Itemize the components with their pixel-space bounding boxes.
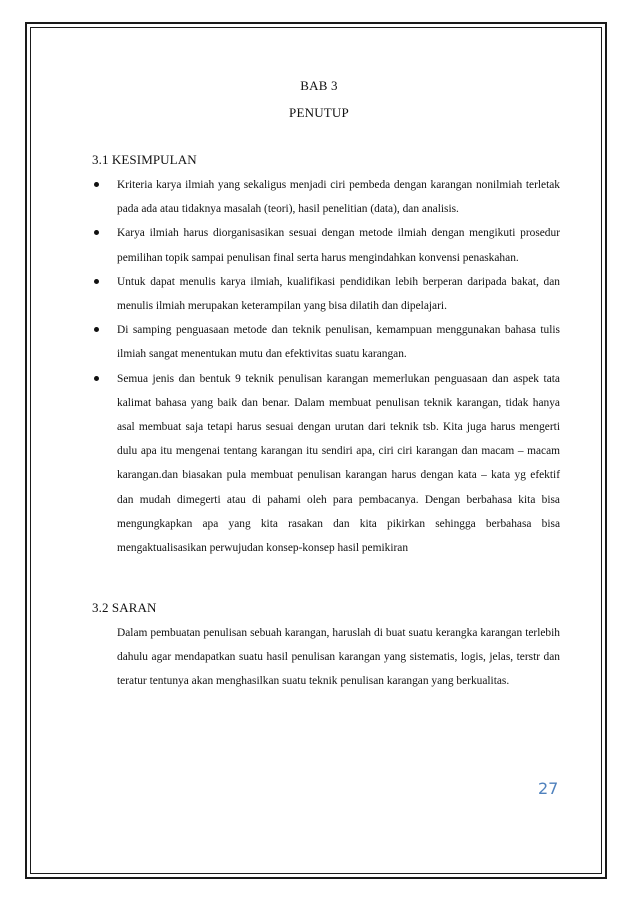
list-item-text: Karya ilmiah harus diorganisasikan sesuai dengan metode ilmiah dengan mengikuti prosedur pemilihan topik sampai penulisan final serta harus mengindahkan konvensi penaskahan. <box>117 227 560 264</box>
section-heading-saran: 3.2 SARAN <box>92 600 157 615</box>
list-item-text: Kriteria karya ilmiah yang sekaligus menjadi ciri pembeda dengan karangan nonilmiah terletak pada ada atau tidaknya masalah (teori), hasil penelitian (data), dan analisis. <box>117 179 560 216</box>
list-item <box>92 221 560 269</box>
list-item-text: Di samping penguasaan metode dan teknik penulisan, kemampuan menggunakan bahasa tulis ilmiah sangat menentukan mutu dan efektivitas suatu karangan. <box>117 324 560 361</box>
bullet-icon <box>94 182 99 187</box>
section-heading-kesimpulan: 3.1 KESIMPULAN <box>92 152 197 167</box>
page-number: 27 <box>538 779 559 798</box>
list-item-text: Semua jenis dan bentuk 9 teknik penulisan karangan memerlukan penguasaan dan aspek tata kalimat bahasa yang baik dan benar. Dalam membuat penulisan teknik karangan, tidak hanya asal membuat saja tetapi harus sesuai dengan urutan dari teknik tsb. Kita juga harus mengerti dulu apa itu mengenai tentang karangan itu sendiri apa, ciri ciri karangan dan macam – macam karangan.dan biasakan pula membuat penulisan karangan harus dengan kata – kata yg efektif dan mudah dimegerti atau di pahami oleh para pembacanya. Dengan berbahasa kita bisa mengungkapkan apa yang kita rasakan dan kita pikirkan sehingga berbahasa bisa mengaktualisasikan perwujudan konsep-konsep hasil pemikiran <box>117 372 560 555</box>
list-item <box>92 367 560 561</box>
bullet-icon <box>94 327 99 332</box>
saran-paragraph: Dalam pembuatan penulisan sebuah karangan, haruslah di buat suatu kerangka karangan terlebih dahulu agar mendapatkan suatu hasil penulisan karangan yang sistematis, logis, jelas, terstr dan teratur tentunya akan menghasilkan suatu teknik penulisan karangan yang berkualitas. <box>117 627 560 688</box>
bullet-icon <box>94 279 99 284</box>
bullet-icon <box>94 230 99 235</box>
chapter-title: PENUTUP <box>289 105 349 120</box>
bullet-icon <box>94 376 99 381</box>
list-item <box>92 173 560 221</box>
list-item <box>92 270 560 318</box>
list-item <box>92 318 560 366</box>
list-item-text: Untuk dapat menulis karya ilmiah, kualifikasi pendidikan lebih berperan daripada bakat, dan menulis ilmiah merupakan keterampilan yang bisa dilatih dan dipelajari. <box>117 275 560 313</box>
kesimpulan-list <box>92 173 560 560</box>
chapter-number: BAB 3 <box>300 78 338 93</box>
